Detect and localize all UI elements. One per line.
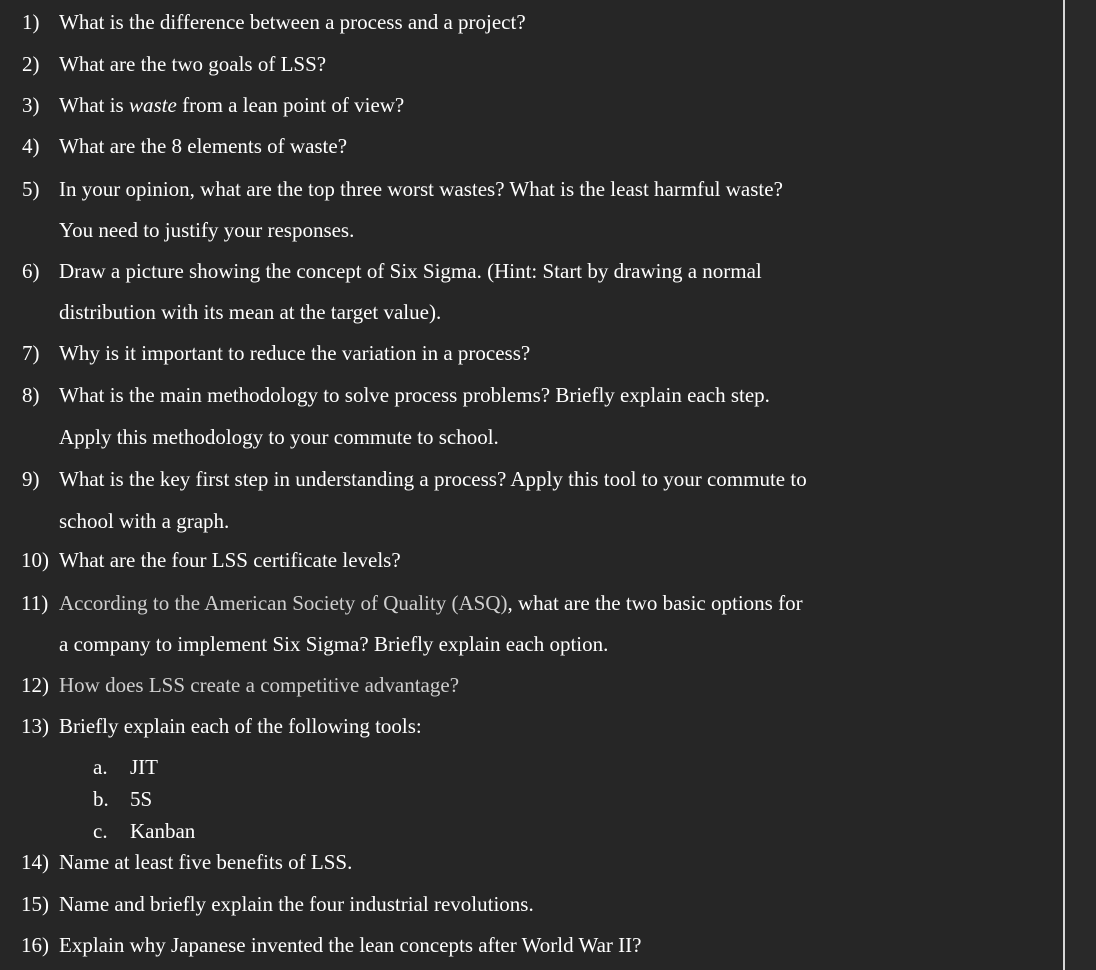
question-number: 12)	[21, 673, 49, 697]
question-text: Name and briefly explain the four industrial revolutions.	[59, 892, 534, 916]
text-segment: , what are the two basic options for	[507, 591, 803, 615]
emphasized-word: waste	[128, 93, 177, 117]
question-text	[59, 93, 404, 117]
sub-item-text: JIT	[130, 755, 158, 779]
question-number: 15)	[21, 892, 49, 916]
question-text: Explain why Japanese invented the lean concepts after World War II?	[59, 933, 642, 957]
question-number: 7)	[22, 341, 40, 365]
question-number: 8)	[22, 383, 40, 407]
question-text: distribution with its mean at the target value).	[59, 300, 442, 324]
question-number: 14)	[21, 850, 49, 874]
question-text: a company to implement Six Sigma? Briefly explain each option.	[59, 632, 609, 656]
sub-item-letter: a.	[93, 755, 108, 779]
question-number: 5)	[22, 177, 40, 201]
question-text: What are the 8 elements of waste?	[59, 134, 348, 158]
question-text: Draw a picture showing the concept of Six Sigma. (Hint: Start by drawing a normal	[59, 259, 762, 283]
question-text: Name at least five benefits of LSS.	[59, 850, 353, 874]
question-text: school with a graph.	[59, 509, 230, 533]
question-number: 3)	[22, 93, 40, 117]
question-text: Apply this methodology to your commute to school.	[59, 425, 499, 449]
question-number: 16)	[21, 933, 49, 957]
question-number: 4)	[22, 134, 40, 158]
sub-item-letter: b.	[93, 787, 109, 811]
question-number: 9)	[22, 467, 40, 491]
question-number: 10)	[21, 548, 49, 572]
question-text: In your opinion, what are the top three worst wastes? What is the least harmful waste?	[59, 177, 783, 201]
right-margin-strip	[1065, 0, 1096, 970]
question-text: What are the two goals of LSS?	[59, 52, 327, 76]
question-text: You need to justify your responses.	[59, 218, 355, 242]
sub-item-letter: c.	[93, 819, 108, 843]
text-segment: What is	[59, 93, 129, 117]
quoted-source-text: According to the American Society of Quality (ASQ)	[59, 591, 508, 615]
question-number: 2)	[22, 52, 40, 76]
question-text: What is the difference between a process and a project?	[59, 10, 526, 34]
question-number: 1)	[22, 10, 40, 34]
question-text: What are the four LSS certificate levels?	[59, 548, 401, 572]
sub-item-text: 5S	[130, 787, 153, 811]
question-text: Why is it important to reduce the variation in a process?	[59, 341, 531, 365]
text-segment: from a lean point of view?	[176, 93, 405, 117]
question-text	[59, 591, 803, 615]
question-text: What is the main methodology to solve process problems? Briefly explain each step.	[59, 383, 770, 407]
question-number: 13)	[21, 714, 49, 738]
sub-item-text: Kanban	[130, 819, 196, 843]
question-text: Briefly explain each of the following tools:	[59, 714, 422, 738]
question-number: 6)	[22, 259, 40, 283]
question-text: How does LSS create a competitive advantage?	[59, 673, 460, 697]
question-text: What is the key first step in understanding a process? Apply this tool to your commute to	[59, 467, 807, 491]
question-number: 11)	[21, 591, 49, 615]
